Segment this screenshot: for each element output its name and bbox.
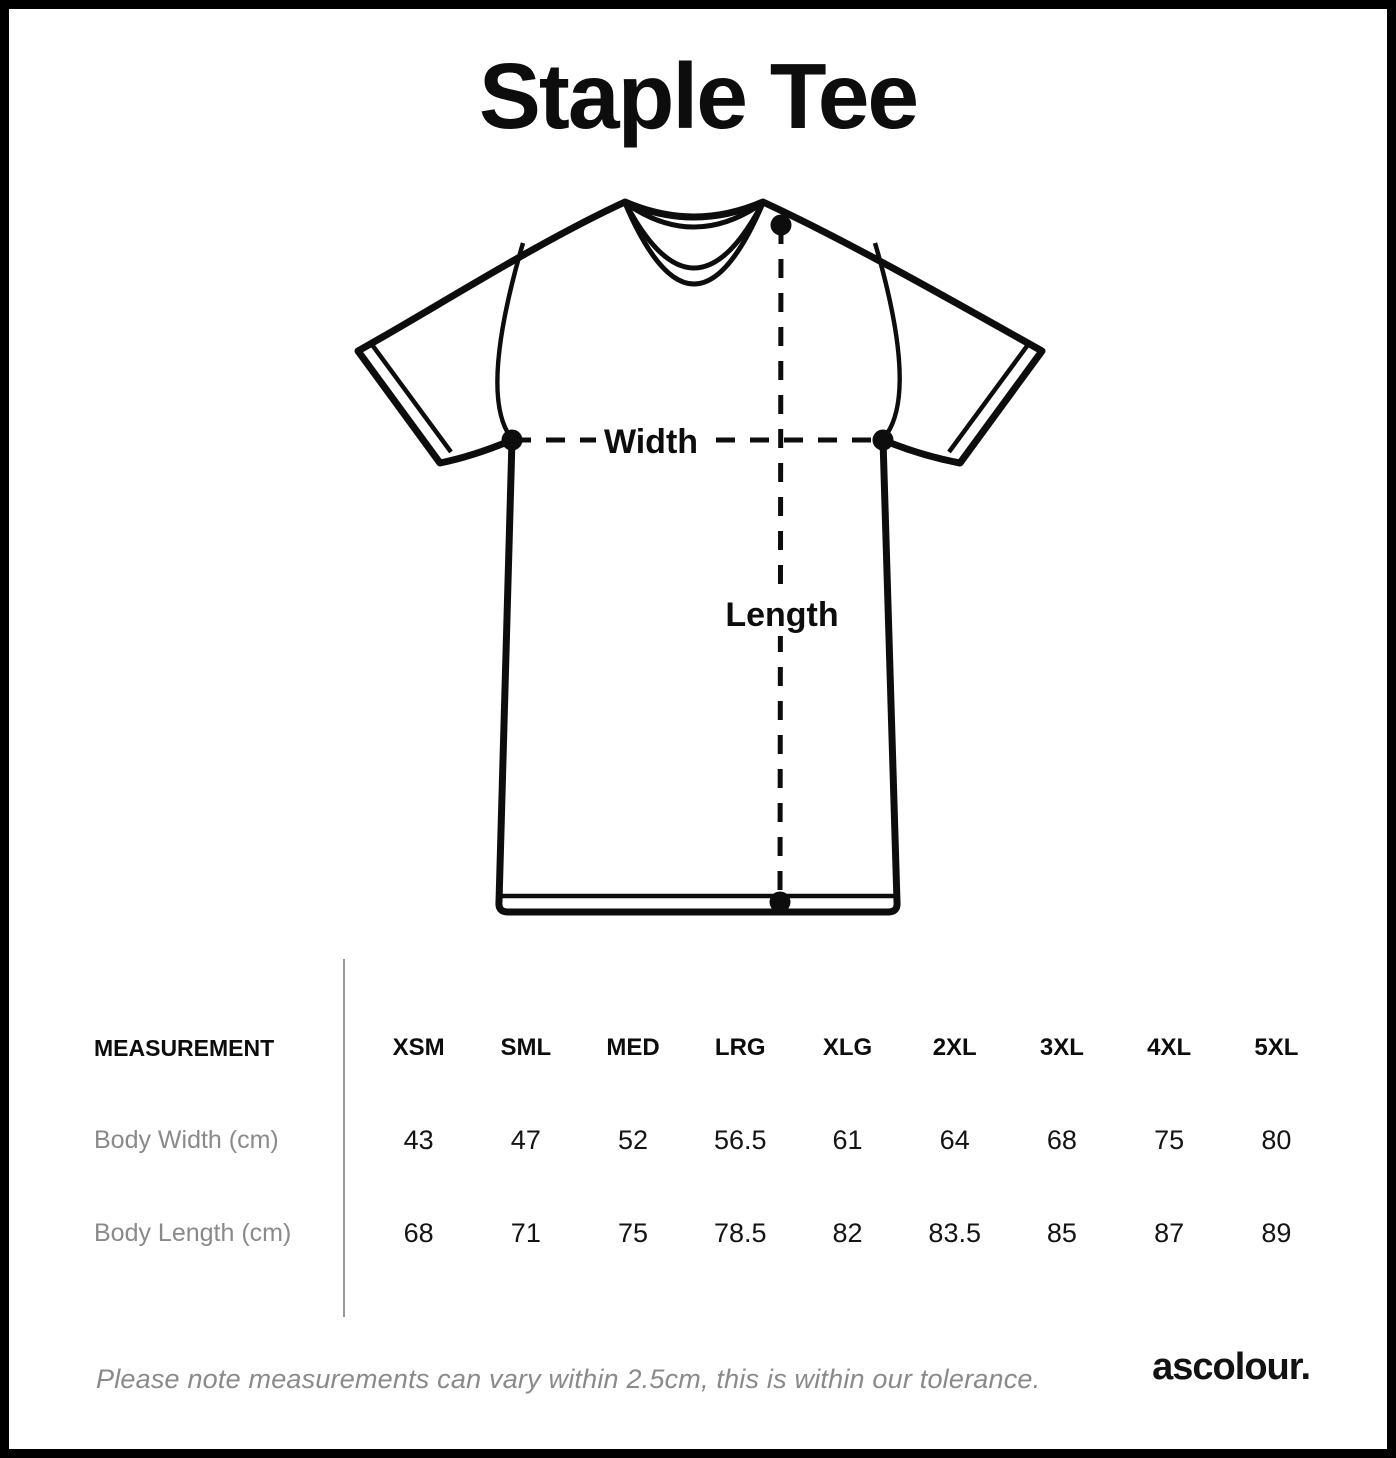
- body-length-value-lrg: 78.5: [713, 1217, 767, 1248]
- size-header-xlg: XLG: [822, 1034, 873, 1061]
- measurement-header: MEASUREMENT: [94, 1034, 275, 1061]
- body-length-value-5xl: 89: [1261, 1217, 1292, 1248]
- body-width-value-med: 52: [618, 1124, 649, 1155]
- body-width-value-sml: 47: [510, 1124, 541, 1155]
- body-width-value-3xl: 68: [1046, 1124, 1077, 1155]
- body-width-value-xsm: 43: [403, 1124, 434, 1155]
- size-header-2xl: 2XL: [932, 1034, 977, 1061]
- size-header-3xl: 3XL: [1039, 1034, 1084, 1061]
- body-length-row: [0, 1216, 1396, 1250]
- brand-logo: ascolour.: [1152, 1346, 1310, 1388]
- row-label-body-width: Body Width (cm): [94, 1125, 279, 1154]
- width-label: Width: [603, 423, 699, 461]
- body-length-value-sml: 71: [510, 1217, 541, 1248]
- size-header-xsm: XSM: [392, 1034, 445, 1061]
- body-length-value-3xl: 85: [1046, 1217, 1077, 1248]
- tolerance-note: Please note measurements can vary within 2.5cm, this is within our tolerance.: [96, 1364, 1041, 1394]
- body-width-value-4xl: 75: [1154, 1124, 1185, 1155]
- body-length-value-4xl: 87: [1154, 1217, 1185, 1248]
- body-width-value-xlg: 61: [832, 1124, 863, 1155]
- body-width-row: [0, 1123, 1396, 1157]
- page-title: Staple Tee: [478, 44, 918, 148]
- body-width-value-lrg: 56.5: [713, 1124, 767, 1155]
- body-length-value-2xl: 83.5: [928, 1217, 981, 1248]
- body-width-value-2xl: 64: [939, 1124, 970, 1155]
- size-header-5xl: 5XL: [1254, 1034, 1299, 1061]
- length-label: Length: [725, 596, 839, 634]
- size-header-sml: SML: [500, 1034, 552, 1061]
- table-header-row: [0, 1031, 1396, 1065]
- row-label-body-length: Body Length (cm): [94, 1218, 292, 1247]
- body-width-value-5xl: 80: [1261, 1124, 1292, 1155]
- body-length-value-xsm: 68: [403, 1217, 434, 1248]
- size-header-4xl: 4XL: [1147, 1034, 1192, 1061]
- body-length-value-xlg: 82: [832, 1217, 863, 1248]
- size-header-med: MED: [606, 1034, 660, 1061]
- size-header-lrg: LRG: [714, 1034, 766, 1061]
- body-length-value-med: 75: [618, 1217, 649, 1248]
